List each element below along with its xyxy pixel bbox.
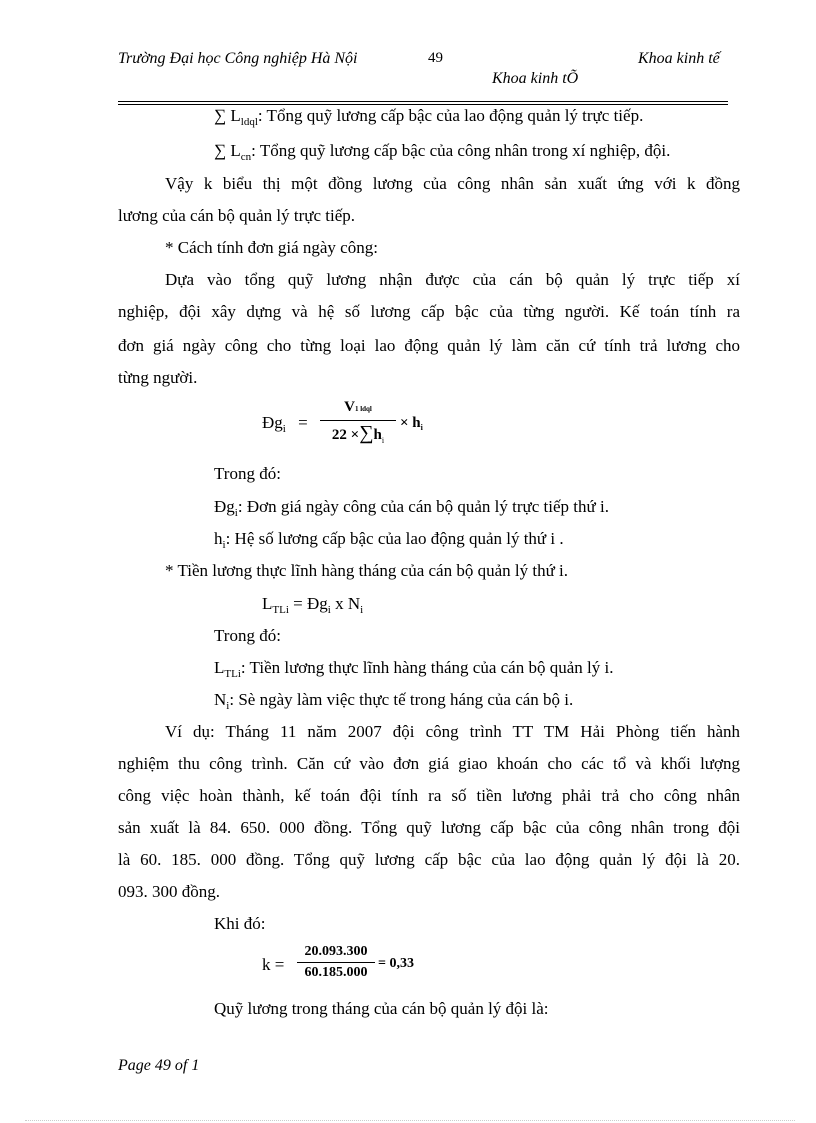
def-hi-line: $h_i$: Hệ số lương cấp bậc của lao động quản lý thứ i . bbox=[214, 529, 564, 551]
section-heading: * Cách tính đơn giá ngày công: bbox=[165, 238, 378, 257]
khi-do-label: Khi đó: bbox=[214, 914, 266, 933]
header-faculty-sub: Khoa kinh tÕ bbox=[492, 70, 579, 87]
paragraph-line: nghiệp, đội xây dựng và hệ số lương cấp bậc của từng người. Kế toán tính ra bbox=[118, 302, 740, 321]
trong-do-label: Trong đó: bbox=[214, 626, 281, 645]
header-faculty: Khoa kinh tế bbox=[638, 50, 720, 67]
formula-k-result: = 0,33 bbox=[378, 956, 414, 971]
def-ni-line: $N_i$: Sè ngày làm việc thực tế trong háng của cán bộ i. bbox=[214, 690, 574, 712]
header-rule-bottom bbox=[118, 104, 728, 105]
sum-symbol: ∑ bbox=[214, 106, 227, 125]
formula-dg-times: × $h_i$ bbox=[400, 415, 423, 432]
def-ltli-line: $L_{TLi}$: Tiền lương thực lĩnh hàng tháng của cán bộ quản lý i. bbox=[214, 658, 614, 680]
fraction-denominator: $22 \times\sum h_i$ bbox=[320, 420, 396, 451]
fraction-numerator: 20.093.300 bbox=[304, 944, 368, 959]
section-heading: * Tiền lương thực lĩnh hàng tháng của cán bộ quản lý thứ i. bbox=[165, 561, 569, 580]
paragraph-line: nghiệm thu công trình. Căn cứ vào đơn giá giao khoán cho các tổ và khối lượng bbox=[118, 754, 740, 773]
trong-do-label: Trong đó: bbox=[214, 464, 281, 483]
paragraph-line: lương của cán bộ quản lý trực tiếp. bbox=[118, 206, 356, 225]
def-ldql-line: ∑ $L_{ldql}$: Tổng quỹ lương cấp bậc của lao động quản lý trực tiếp. bbox=[214, 106, 644, 128]
header-school: Trường Đại học Công nghiệp Hà Nội bbox=[118, 50, 358, 67]
header-page-number: 49 bbox=[428, 50, 443, 66]
bottom-dotted-border bbox=[25, 1120, 795, 1121]
fraction-denominator: 60.185.000 bbox=[297, 962, 375, 981]
paragraph-line: từng người. bbox=[118, 368, 198, 387]
paragraph-line: Vậy k biểu thị một đồng lương của công nhân sản xuất ứng với k đồng bbox=[165, 174, 740, 193]
paragraph-line: 093. 300 đồng. bbox=[118, 882, 220, 901]
paragraph-line: sản xuất là 84. 650. 000 đồng. Tổng quỹ lương cấp bậc của công nhân trong đội bbox=[118, 818, 740, 837]
formula-k-lhs: k = bbox=[262, 955, 285, 974]
paragraph-line: Ví dụ: Tháng 11 năm 2007 đội công trình TT TM Hải Phòng tiến hành bbox=[165, 722, 740, 741]
footer-page: Page 49 of 1 bbox=[118, 1057, 200, 1074]
paragraph-line: công việc hoàn thành, kế toán đội tính ra số tiền lương phải trả cho công nhân bbox=[118, 786, 740, 805]
formula-dg-lhs: $Đg_i$ = bbox=[262, 413, 308, 435]
def-lcn-line: ∑ $L_{cn}$: Tổng quỹ lương cấp bậc của công nhân trong xí nghiệp, đội. bbox=[214, 141, 671, 163]
fraction-numerator: V1 ldql bbox=[344, 399, 372, 415]
formula-dg-fraction bbox=[320, 398, 396, 451]
paragraph-line: Dựa vào tổng quỹ lương nhận được của cán bộ quản lý trực tiếp xí bbox=[165, 270, 740, 289]
paragraph-line: đơn giá ngày công cho từng loại lao động quản lý làm căn cứ tính trả lương cho bbox=[118, 336, 740, 355]
paragraph-line: là 60. 185. 000 đồng. Tổng quỹ lương cấp bậc của lao động quản lý đội là 20. bbox=[118, 850, 740, 869]
formula-k-fraction bbox=[297, 944, 375, 981]
paragraph-line: Quỹ lương trong tháng của cán bộ quản lý đội là: bbox=[214, 999, 549, 1018]
header-rule-top bbox=[118, 101, 728, 102]
def-dgi-line: $Đg_i$: Đơn giá ngày công của cán bộ quản lý trực tiếp thứ i. bbox=[214, 497, 609, 519]
sum-symbol: ∑ bbox=[214, 141, 227, 160]
formula-ltli: $L_{TLi}$ = $Đg_i$ x $N_i$ bbox=[262, 594, 364, 616]
